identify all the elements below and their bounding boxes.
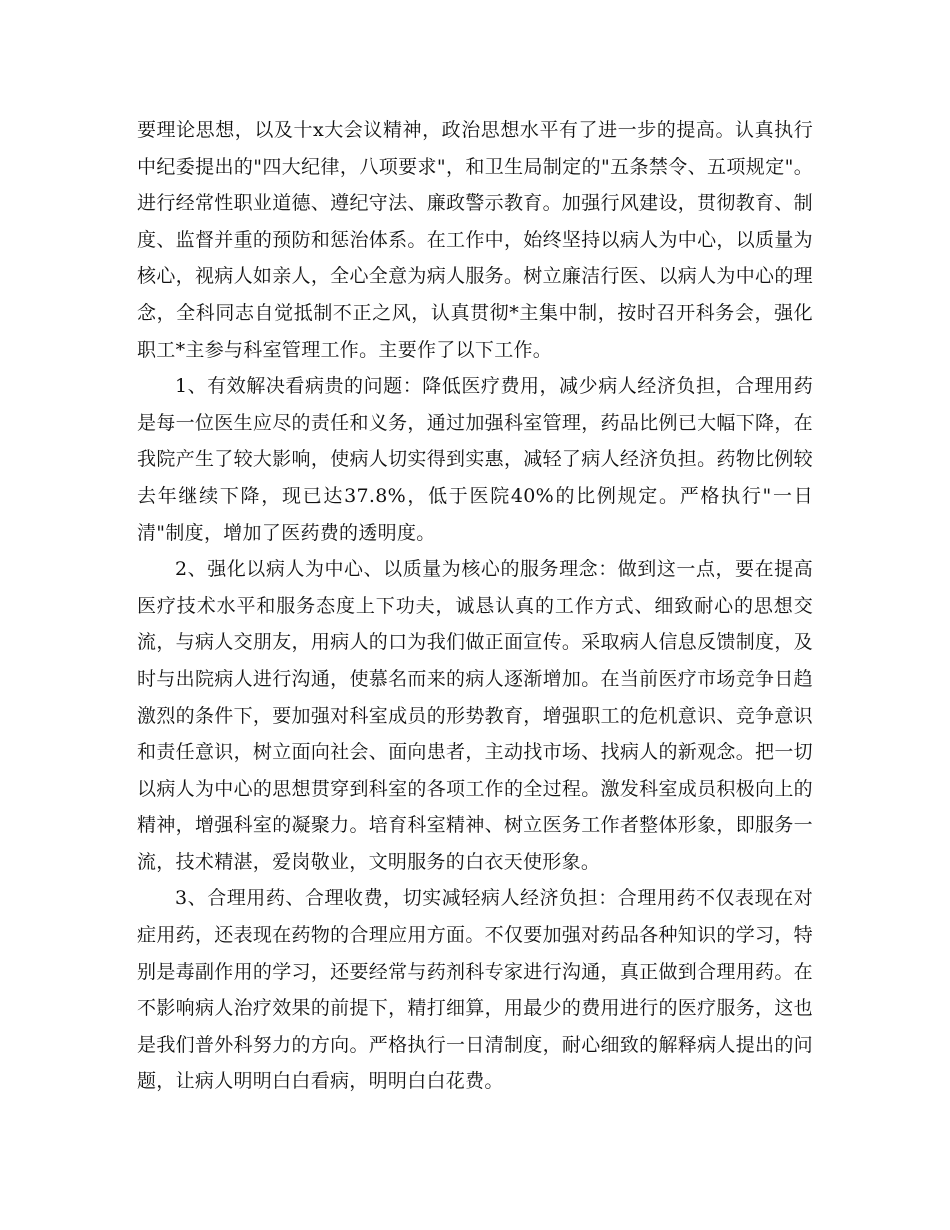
paragraph-item-1: 1、有效解决看病贵的问题：降低医疗费用，减少病人经济负担，合理用药是每一位医生应尽的责任和义务，通过加强科室管理，药品比例已大幅下降，在我院产生了较大影响，使病人切实得到实惠，减轻了病人经济负担。药物比例较去年继续下降，现已达37.8%，低于医院40%的比例规定。严格执行"一日清"制度，增加了医药费的透明度。	[137, 375, 813, 544]
paragraph-item-3: 3、合理用药、合理收费，切实减轻病人经济负担：合理用药不仅表现在对症用药，还表现在药物的合理应用方面。不仅要加强对药品各种知识的学习，特别是毒副作用的学习，还要经常与药剂科专家进行沟通，真正做到合理用药。在不影响病人治疗效果的前提下，精打细算，用最少的费用进行的医疗服务，这也是我们普外科努力的方向。严格执行一日清制度，耐心细致的解释病人提出的问题，让病人明明白白看病，明明白白花费。	[137, 887, 813, 1093]
paragraph-item-2: 2、强化以病人为中心、以质量为核心的服务理念：做到这一点，要在提高医疗技术水平和服务态度上下功夫，诚恳认真的工作方式、细致耐心的思想交流，与病人交朋友，用病人的口为我们做正面宣传。采取病人信息反馈制度，及时与出院病人进行沟通，使慕名而来的病人逐渐增加。在当前医疗市场竞争日趋激烈的条件下，要加强对科室成员的形势教育，增强职工的危机意识、竞争意识和责任意识，树立面向社会、面向患者，主动找市场、找病人的新观念。把一切以病人为中心的思想贯穿到科室的各项工作的全过程。激发科室成员积极向上的精神，增强科室的凝聚力。培育科室精神、树立医务工作者整体形象，即服务一流，技术精湛，爱岗敬业，文明服务的白衣天使形象。	[137, 558, 813, 873]
paragraph-intro: 要理论思想，以及十x大会议精神，政治思想水平有了进一步的提高。认真执行中纪委提出的"四大纪律，八项要求"，和卫生局制定的"五条禁令、五项规定"。进行经常性职业道德、遵纪守法、廉政警示教育。加强行风建设，贯彻教育、制度、监督并重的预防和惩治体系。在工作中，始终坚持以病人为中心，以质量为核心，视病人如亲人，全心全意为病人服务。树立廉洁行医、以病人为中心的理念，全科同志自觉抵制不正之风，认真贯彻*主集中制，按时召开科务会，强化职工*主参与科室管理工作。主要作了以下工作。	[137, 119, 813, 361]
